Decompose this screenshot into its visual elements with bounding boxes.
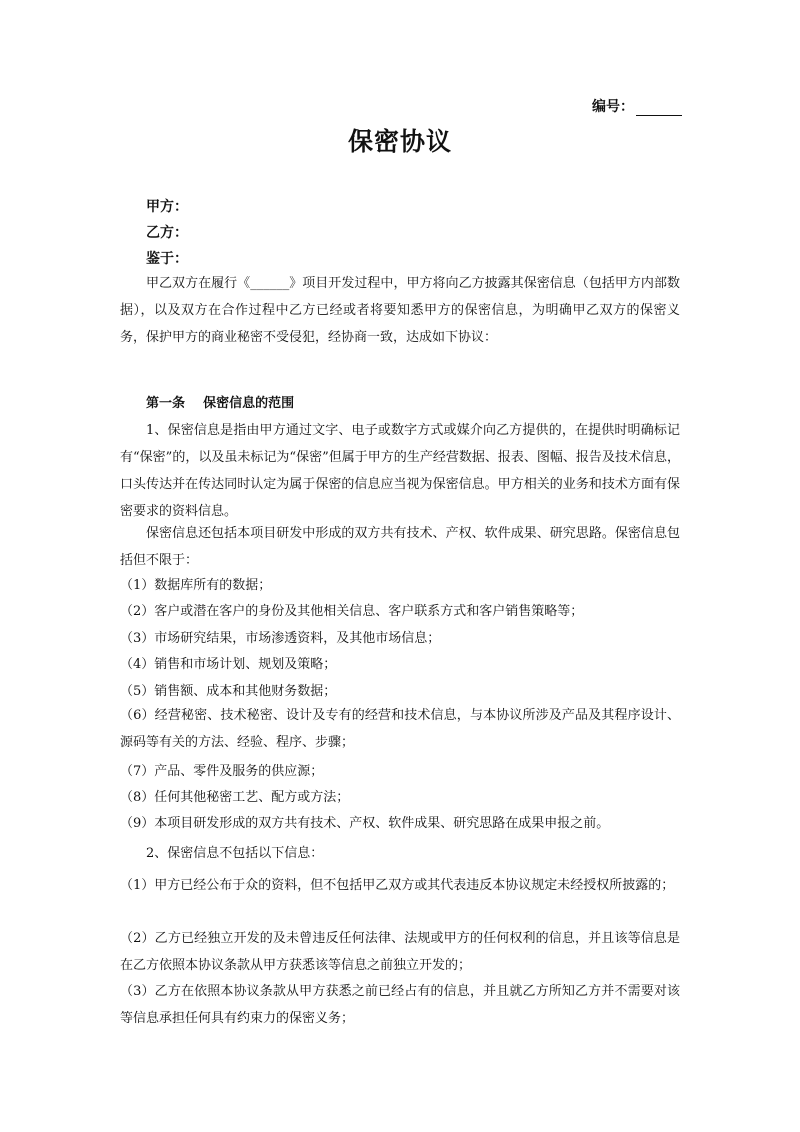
clause-2-paragraph: 2、保密信息不包括以下信息： [146, 846, 324, 861]
serial-label: 编号： [592, 99, 634, 115]
clause-1-paragraph: 1、保密信息是指由甲方通过文字、电子或数字方式或媒介向乙方提供的，在提供时明确标记有“保密”的，以及虽未标记为“保密”但属于甲方的生产经营数据、报表、图幅、报告及技术信息，口头传达并在传达同时认定为属于保密的信息应当视为保密信息。甲方相关的业务和技术方面有保密要求的资料信息。 [120, 423, 680, 519]
list-item-2: （2）客户或潜在客户的身份及其他相关信息、客户联系方式和客户销售策略等； [120, 604, 584, 619]
list-item-6: （6）经营秘密、技术秘密、设计及专有的经营和技术信息，与本协议所涉及产品及其程序设计、源码等有关的方法、经验、程序、步骤； [120, 708, 680, 750]
exclusion-item-1: （1）甲方已经公布于众的资料，但不包括甲乙双方或其代表违反本协议规定未经授权所披露的； [120, 878, 675, 893]
document-title: 保密协议 [347, 127, 452, 156]
list-item-4: （4）销售和市场计划、规划及策略； [120, 657, 337, 672]
clause-1-extra-paragraph: 保密信息还包括本项目研发中形成的双方共有技术、产权、软件成果、研究思路。保密信息包括但不限于： [120, 526, 680, 568]
list-item-9: （9）本项目研发形成的双方共有技术、产权、软件成果、研究思路在成果申报之前。 [120, 816, 610, 831]
list-item-8: （8）任何其他秘密工艺、配方或方法； [120, 790, 350, 805]
list-item-3: （3）市场研究结果，市场渗透资料，及其他市场信息； [120, 631, 441, 646]
party-b-label: 乙方： [146, 225, 188, 241]
list-item-1: （1）数据库所有的数据； [120, 578, 272, 593]
whereas-label: 鉴于： [146, 251, 188, 267]
party-a-label: 甲方： [146, 199, 188, 215]
intro-paragraph: 甲乙双方在履行《______》项目开发过程中，甲方将向乙方披露其保密信息（包括甲方内部数据），以及双方在合作过程中乙方已经或者将要知悉甲方的保密信息，为明确甲乙双方的保密义务，保护甲方的商业秘密不受侵犯，经协商一致，达成如下协议： [120, 276, 680, 345]
exclusion-item-3: （3）乙方在依照本协议条款从甲方获悉之前已经占有的信息，并且就乙方所知乙方并不需要对该等信息承担任何具有约束力的保密义务； [120, 984, 680, 1026]
list-item-5: （5）销售额、成本和其他财务数据； [120, 684, 337, 699]
list-item-7: （7）产品、零件及服务的供应源； [120, 764, 324, 779]
serial-blank-line [636, 101, 682, 116]
serial-number [592, 96, 682, 116]
article-1-heading: 第一条 保密信息的范围 [146, 396, 295, 411]
exclusion-item-2: （2）乙方已经独立开发的及未曾违反任何法律、法规或甲方的任何权利的信息，并且该等信息是在乙方依照本协议条款从甲方获悉该等信息之前独立开发的； [120, 931, 680, 973]
